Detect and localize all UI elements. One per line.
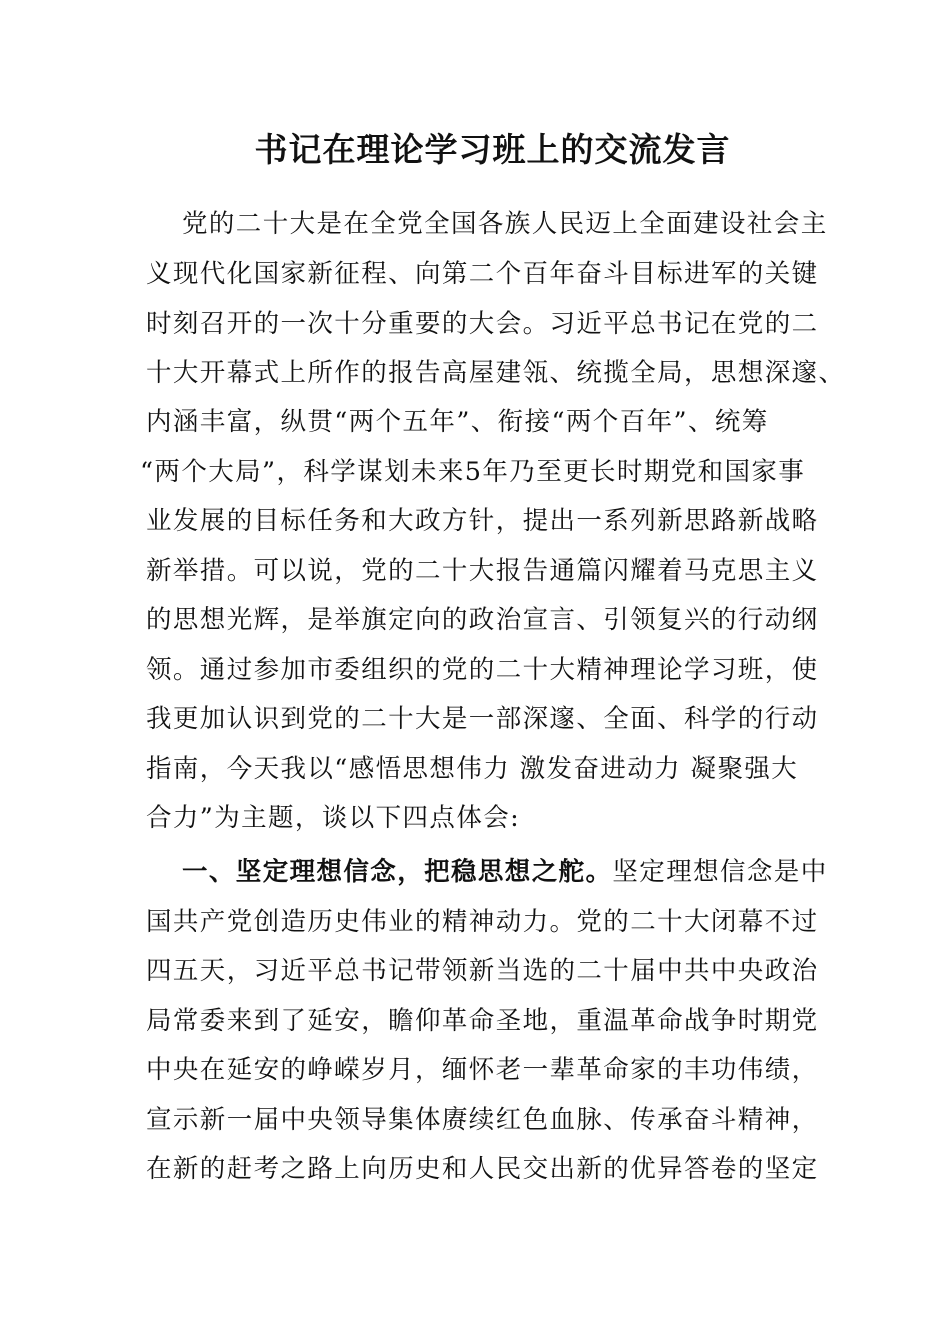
paragraph-line: 内涵丰富，纵贯“两个五年”、衔接“两个百年”、统筹 (146, 407, 769, 437)
document-title: 书记在理论学习班上的交流发言 (254, 130, 731, 169)
paragraph-line: 我更加认识到党的二十大是一部深邃、全面、科学的行动 (146, 704, 819, 734)
paragraph-line: 时刻召开的一次十分重要的大会。习近平总书记在党的二 (146, 309, 819, 339)
paragraph-line: 党的二十大是在全党全国各族人民迈上全面建设社会主 (182, 209, 828, 239)
paragraph-line: 指南，今天我以“感悟思想伟力 激发奋进动力 凝聚强大 (146, 754, 799, 784)
paragraph-line: 义现代化国家新征程、向第二个百年奋斗目标进军的关键 (146, 259, 819, 289)
paragraph-line: 国共产党创造历史伟业的精神动力。党的二十大闭幕不过 (146, 907, 819, 937)
paragraph-line: 合力”为主题，谈以下四点体会: (146, 803, 521, 833)
paragraph-line: 新举措。可以说，党的二十大报告通篇闪耀着马克思主义 (146, 556, 819, 586)
paragraph-line: 的思想光辉，是举旗定向的政治宣言、引领复兴的行动纲 (146, 605, 819, 635)
paragraph-line: 局常委来到了延安，瞻仰革命圣地，重温革命战争时期党 (146, 1006, 819, 1036)
section-text: 坚定理想信念是中 (612, 857, 828, 887)
paragraph-line: 十大开幕式上所作的报告高屋建瓴、统揽全局，思想深邃、 (146, 358, 846, 388)
paragraph-line: 业发展的目标任务和大政方针，提出一系列新思路新战略 (146, 506, 819, 536)
paragraph-line: 中央在延安的峥嵘岁月，缅怀老一辈革命家的丰功伟绩， (146, 1055, 819, 1085)
paragraph-line: 在新的赶考之路上向历史和人民交出新的优异答卷的坚定 (146, 1154, 819, 1184)
section-first-line (182, 847, 828, 897)
paragraph-line: 领。通过参加市委组织的党的二十大精神理论学习班，使 (146, 655, 819, 685)
paragraph-line: 四五天，习近平总书记带领新当选的二十届中共中央政治 (146, 956, 819, 986)
paragraph-line: 宣示新一届中央领导集体赓续红色血脉、传承奋斗精神， (146, 1105, 819, 1135)
section-heading: 一、坚定理想信念，把稳思想之舵。 (182, 857, 613, 887)
paragraph-line: “两个大局”，科学谋划未来5年乃至更长时期党和国家事 (140, 457, 806, 487)
